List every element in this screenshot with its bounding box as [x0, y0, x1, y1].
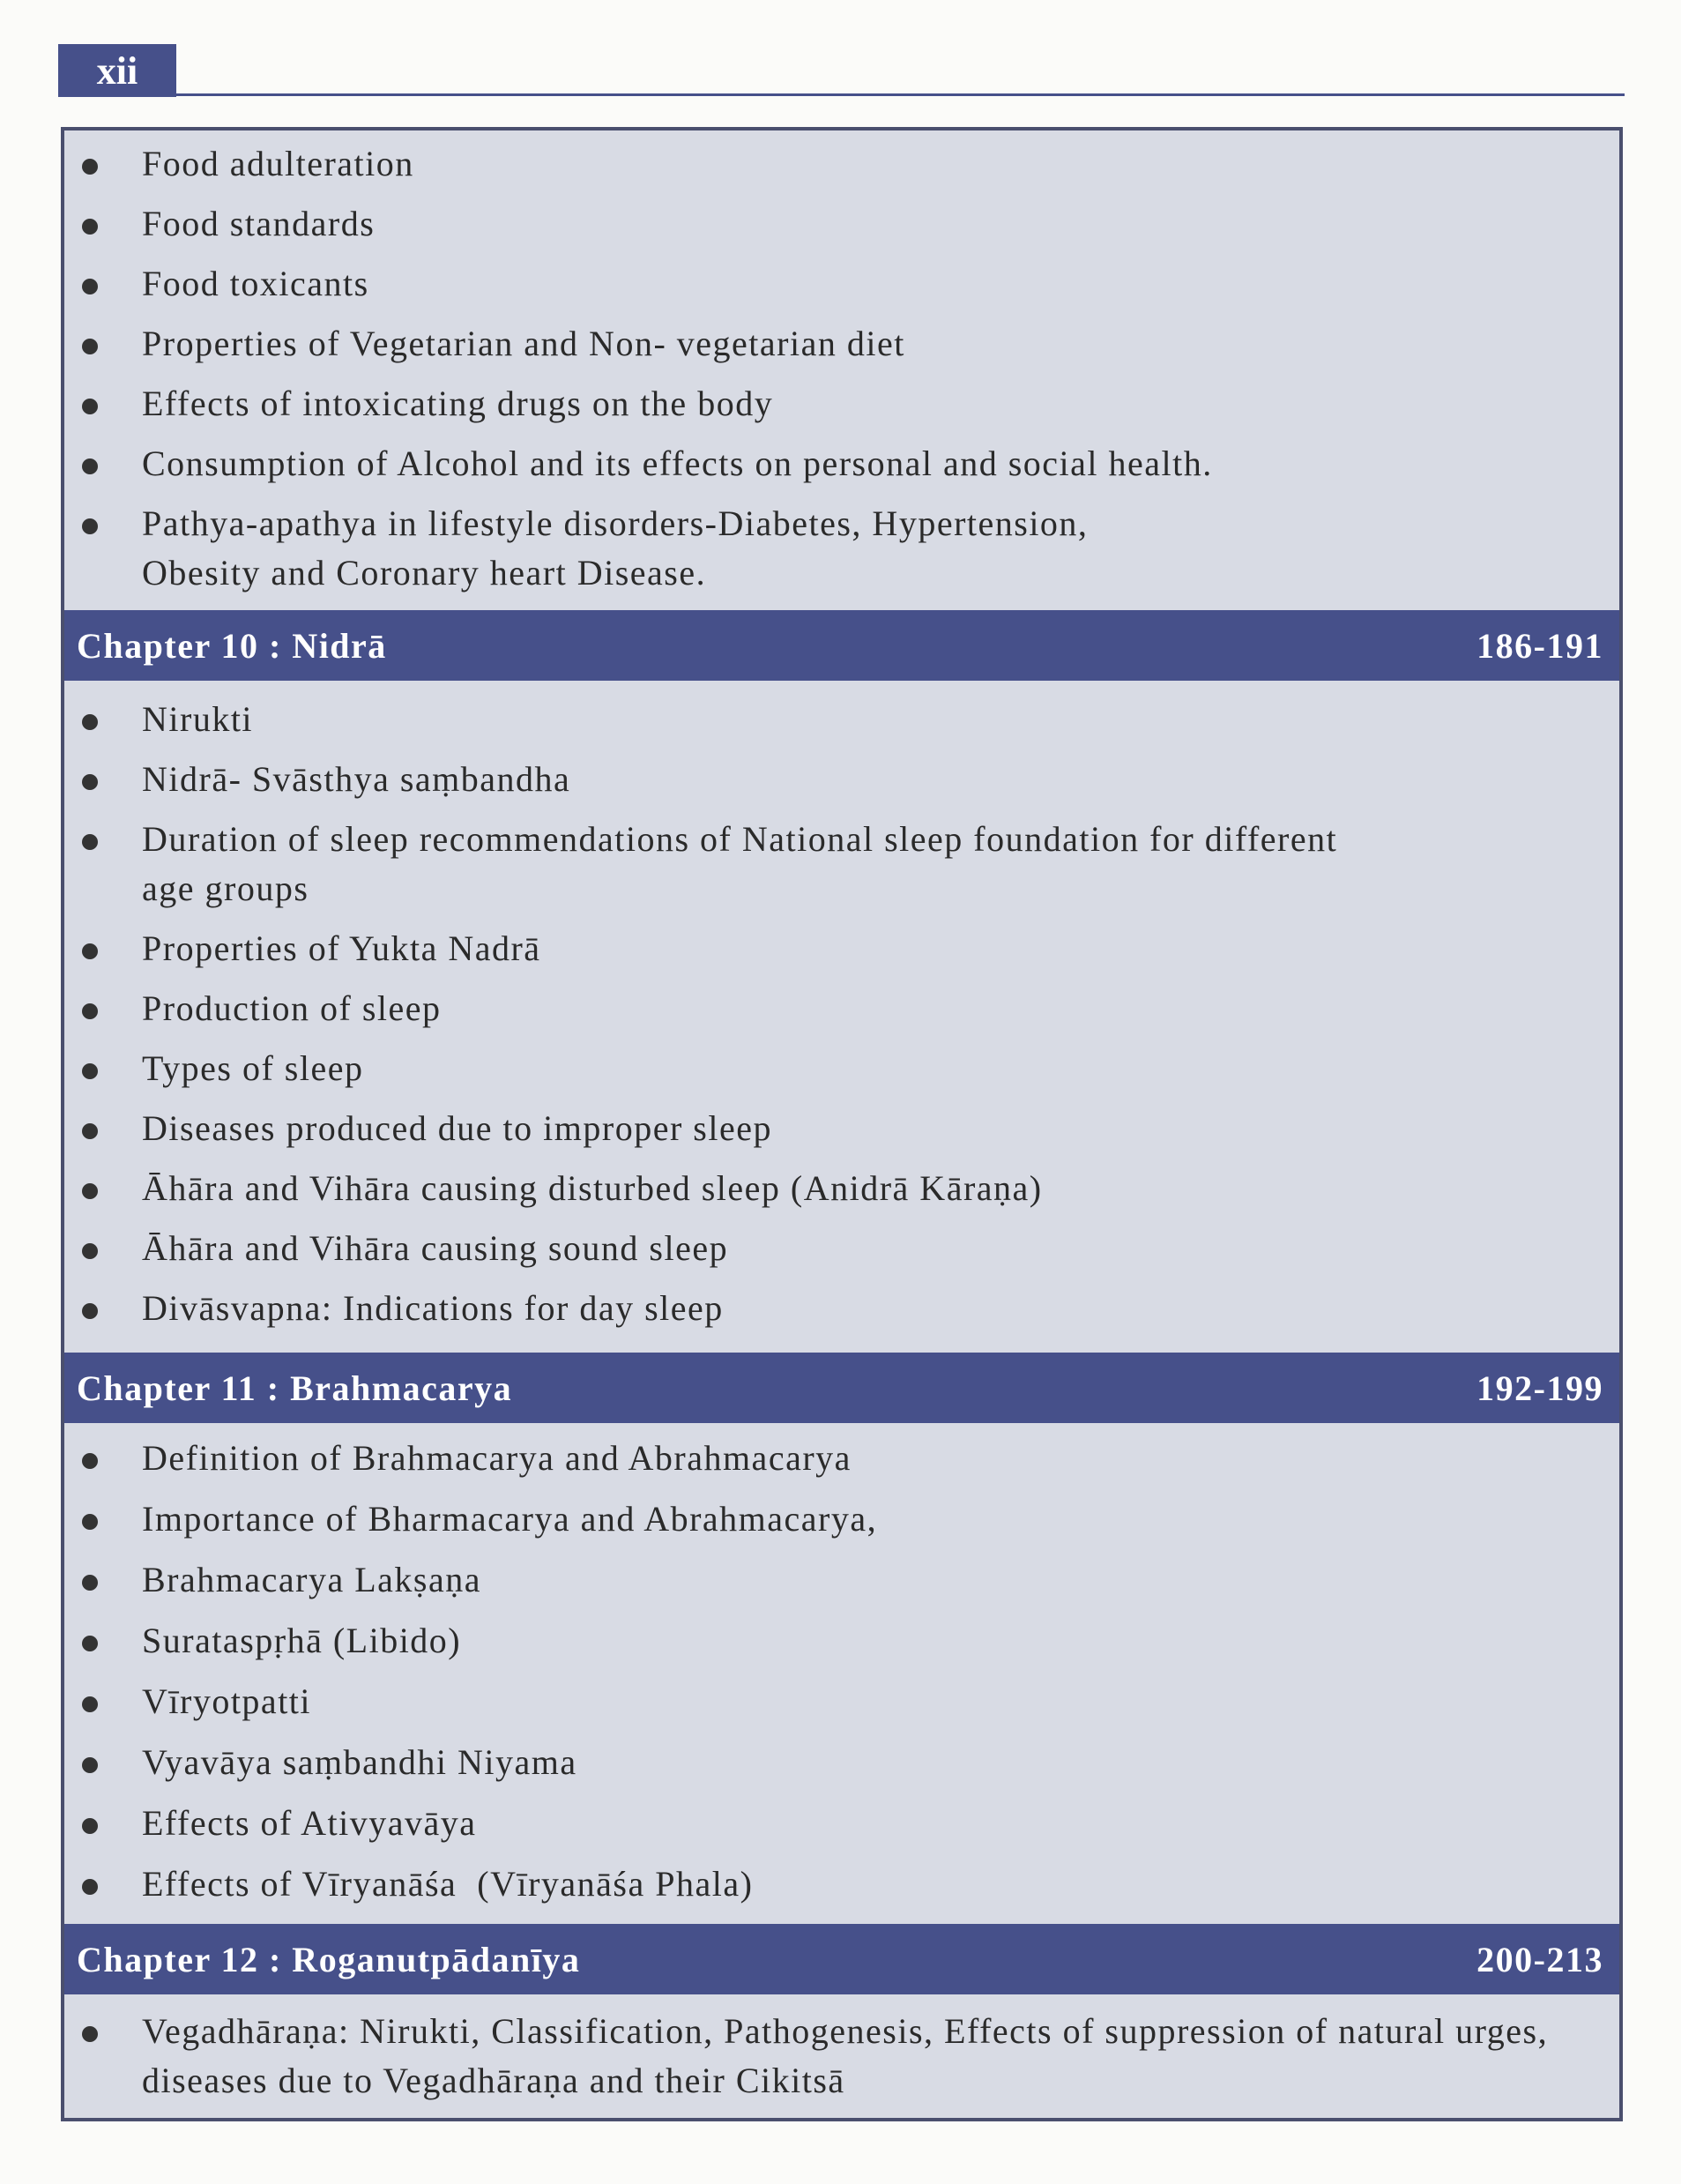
- bullet-icon: [82, 1514, 98, 1530]
- list-item: Food adulteration: [64, 139, 1619, 199]
- bullet-icon: [82, 219, 98, 235]
- bullet-icon: [82, 1303, 98, 1319]
- section-roganutpadaniya: [64, 2007, 1619, 2106]
- bullet-icon: [82, 518, 98, 534]
- list-item: Importance of Bharmacarya and Abrahmacarya,: [64, 1495, 1619, 1555]
- bullet-icon: [82, 2026, 98, 2042]
- bullet-icon: [82, 1696, 98, 1712]
- bullet-icon: [82, 159, 98, 175]
- list-item: Consumption of Alcohol and its effects on personal and social health.: [64, 439, 1619, 499]
- list-item: Surataspṛhā (Libido): [64, 1616, 1619, 1677]
- section-nidra: [64, 695, 1619, 1344]
- bullet-icon: [82, 1879, 98, 1895]
- bullet-icon: [82, 1818, 98, 1834]
- list-item: Food toxicants: [64, 259, 1619, 319]
- chapter-title: Chapter 10 : Nidrā: [77, 625, 387, 666]
- bullet-icon: [82, 774, 98, 790]
- list-item: Types of sleep: [64, 1044, 1619, 1104]
- header-rule: [176, 93, 1625, 96]
- list-item: Nidrā- Svāsthya saṃbandha: [64, 755, 1619, 815]
- list-item: Properties of Vegetarian and Non- vegetarian diet: [64, 319, 1619, 379]
- chapter-10-header: [64, 610, 1619, 681]
- bullet-icon: [82, 339, 98, 354]
- list-item: Vyavāya saṃbandhi Niyama: [64, 1738, 1619, 1799]
- list-item: Vīryotpatti: [64, 1677, 1619, 1738]
- list-item: Pathya-apathya in lifestyle disorders-Diabetes, Hypertension, Obesity and Coronary heart Disease.: [64, 499, 1619, 598]
- list-item: Production of sleep: [64, 984, 1619, 1044]
- chapter-title: Chapter 11 : Brahmacarya: [77, 1368, 513, 1408]
- bullet-icon: [82, 1453, 98, 1469]
- syllabus-box: [61, 127, 1623, 2121]
- chapter-pages: 186-191: [1476, 625, 1603, 666]
- bullet-icon: [82, 399, 98, 414]
- chapter-12-header: [64, 1924, 1619, 1994]
- list-item: Effects of Ativyavāya: [64, 1799, 1619, 1860]
- bullet-icon: [82, 1003, 98, 1019]
- bullet-icon: [82, 279, 98, 294]
- chapter-title: Chapter 12 : Roganutpādanīya: [77, 1939, 581, 1979]
- section-food: [64, 139, 1619, 598]
- food-item-list: [64, 139, 1619, 598]
- bullet-icon: [82, 1063, 98, 1079]
- bullet-icon: [82, 1123, 98, 1139]
- bullet-icon: [82, 1757, 98, 1773]
- list-item: Vegadhāraṇa: Nirukti, Classification, Pathogenesis, Effects of suppression of natural urges, diseases due to Vegadhāraṇa and their Cikitsā: [64, 2007, 1619, 2106]
- list-item: Effects of Vīryanāśa (Vīryanāśa Phala): [64, 1860, 1619, 1920]
- bullet-icon: [82, 943, 98, 959]
- list-item: Effects of intoxicating drugs on the body: [64, 379, 1619, 439]
- bullet-icon: [82, 714, 98, 730]
- chapter-pages: 200-213: [1476, 1939, 1603, 1979]
- list-item: Food standards: [64, 199, 1619, 259]
- list-item: Properties of Yukta Nadrā: [64, 924, 1619, 984]
- bullet-icon: [82, 1636, 98, 1651]
- page-number: xii: [58, 44, 176, 97]
- bullet-icon: [82, 1243, 98, 1259]
- list-item: Divāsvapna: Indications for day sleep: [64, 1284, 1619, 1344]
- roganutpadaniya-item-list: [64, 2007, 1619, 2106]
- list-item: Brahmacarya Lakṣaṇa: [64, 1555, 1619, 1616]
- list-item: Definition of Brahmacarya and Abrahmacarya: [64, 1434, 1619, 1495]
- nidra-item-list: [64, 695, 1619, 1344]
- bullet-icon: [82, 834, 98, 850]
- list-item: Āhāra and Vihāra causing disturbed sleep (Anidrā Kāraṇa): [64, 1164, 1619, 1224]
- list-item: Duration of sleep recommendations of National sleep foundation for different age groups: [64, 815, 1619, 924]
- bullet-icon: [82, 1183, 98, 1199]
- list-item: Āhāra and Vihāra causing sound sleep: [64, 1224, 1619, 1284]
- bullet-icon: [82, 458, 98, 474]
- chapter-11-header: [64, 1353, 1619, 1423]
- list-item: Diseases produced due to improper sleep: [64, 1104, 1619, 1164]
- chapter-pages: 192-199: [1476, 1368, 1603, 1408]
- brahmacarya-item-list: [64, 1434, 1619, 1920]
- section-brahmacarya: [64, 1434, 1619, 1920]
- bullet-icon: [82, 1575, 98, 1591]
- list-item: Nirukti: [64, 695, 1619, 755]
